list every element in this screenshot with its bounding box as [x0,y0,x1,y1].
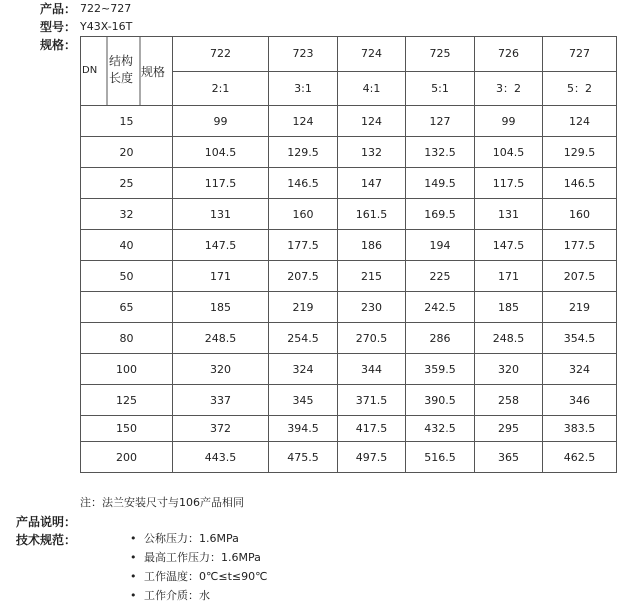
length-value-cell: 354.5 [543,323,617,354]
length-value-cell: 219 [543,292,617,323]
model-header-cell: 723 [269,37,338,72]
model-header-cell: 725 [406,37,475,72]
length-value-cell: 124 [269,106,338,137]
length-value-cell: 129.5 [543,137,617,168]
tech-spec-list [130,529,267,605]
length-value-cell: 359.5 [406,354,475,385]
length-value-cell: 432.5 [406,416,475,442]
dn-cell: 100 [81,354,173,385]
length-value-cell: 160 [543,199,617,230]
dn-cell: 40 [81,230,173,261]
length-value-cell: 149.5 [406,168,475,199]
product-value: 722~727 [80,2,132,15]
length-value-cell: 132.5 [406,137,475,168]
spec-label: 规格： [39,38,76,52]
model-header-cell: 726 [475,37,543,72]
table-row [81,354,617,385]
length-value-cell: 258 [475,385,543,416]
length-value-cell: 129.5 [269,137,338,168]
length-value-cell: 390.5 [406,385,475,416]
length-value-cell: 383.5 [543,416,617,442]
length-value-cell: 160 [269,199,338,230]
length-value-cell: 185 [475,292,543,323]
length-value-cell: 161.5 [338,199,406,230]
length-value-cell: 295 [475,416,543,442]
length-value-cell: 324 [543,354,617,385]
table-row [81,261,617,292]
length-value-cell: 117.5 [475,168,543,199]
table-row [81,292,617,323]
length-value-cell: 186 [338,230,406,261]
length-value-cell: 185 [173,292,269,323]
length-value-cell: 345 [269,385,338,416]
table-row [81,323,617,354]
length-value-cell: 147.5 [173,230,269,261]
tech-spec-item: • 最高工作压力：1.6MPa [130,548,267,567]
length-value-cell: 242.5 [406,292,475,323]
ratio-header-cell: 4:1 [338,71,406,106]
length-value-cell: 127 [406,106,475,137]
length-value-cell: 344 [338,354,406,385]
length-value-cell: 225 [406,261,475,292]
table-row [81,442,617,473]
length-value-cell: 372 [173,416,269,442]
table-note: 注：法兰安装尺寸与106产品相同 [80,496,244,509]
length-value-cell: 177.5 [543,230,617,261]
length-value-cell: 207.5 [543,261,617,292]
length-value-cell: 219 [269,292,338,323]
length-value-cell: 462.5 [543,442,617,473]
dn-cell: 50 [81,261,173,292]
length-value-cell: 248.5 [475,323,543,354]
tech-spec-item: • 工作介质：水 [130,586,267,605]
length-value-cell: 131 [475,199,543,230]
length-value-cell: 320 [173,354,269,385]
dn-cell: 32 [81,199,173,230]
ratio-header-cell: 3：2 [475,71,543,106]
length-value-cell: 131 [173,199,269,230]
spec-table [80,36,617,473]
ratio-header-cell: 3:1 [269,71,338,106]
table-row [81,137,617,168]
length-value-cell: 146.5 [269,168,338,199]
length-value-cell: 177.5 [269,230,338,261]
model-label: 型号： [39,20,76,34]
model-value: Y43X-16T [80,20,133,33]
length-value-cell: 99 [475,106,543,137]
model-header-row [81,37,617,72]
length-value-cell: 320 [475,354,543,385]
dn-cell: 65 [81,292,173,323]
length-value-cell: 124 [338,106,406,137]
tech-spec-label: 技术规范： [15,533,76,547]
ratio-header-cell: 5:1 [406,71,475,106]
model-header-cell: 727 [543,37,617,72]
dn-cell: 20 [81,137,173,168]
table-row [81,385,617,416]
length-value-cell: 147 [338,168,406,199]
table-corner-cell [81,37,173,106]
ratio-header-cell: 2:1 [173,71,269,106]
length-value-cell: 443.5 [173,442,269,473]
length-value-cell: 124 [543,106,617,137]
model-header-cell: 722 [173,37,269,72]
table-row [81,416,617,442]
corner-length-label [109,53,137,87]
dn-cell: 200 [81,442,173,473]
dn-cell: 125 [81,385,173,416]
length-value-cell: 147.5 [475,230,543,261]
length-value-cell: 215 [338,261,406,292]
length-value-cell: 99 [173,106,269,137]
length-value-cell: 230 [338,292,406,323]
length-value-cell: 117.5 [173,168,269,199]
length-value-cell: 207.5 [269,261,338,292]
length-value-cell: 132 [338,137,406,168]
product-label: 产品： [39,2,76,16]
length-value-cell: 248.5 [173,323,269,354]
dn-cell: 25 [81,168,173,199]
table-row [81,230,617,261]
length-value-cell: 324 [269,354,338,385]
length-value-cell: 497.5 [338,442,406,473]
length-value-cell: 286 [406,323,475,354]
length-value-cell: 475.5 [269,442,338,473]
corner-dn-label: DN [82,65,98,76]
length-value-cell: 104.5 [475,137,543,168]
table-row [81,199,617,230]
corner-length-text: 结构长度 [109,54,134,85]
length-value-cell: 171 [475,261,543,292]
dn-cell: 150 [81,416,173,442]
length-value-cell: 194 [406,230,475,261]
dn-cell: 80 [81,323,173,354]
length-value-cell: 254.5 [269,323,338,354]
length-value-cell: 171 [173,261,269,292]
corner-spec-label: 规格 [141,65,166,79]
table-row [81,106,617,137]
model-header-cell: 724 [338,37,406,72]
length-value-cell: 104.5 [173,137,269,168]
length-value-cell: 146.5 [543,168,617,199]
ratio-header-cell: 5：2 [543,71,617,106]
dn-cell: 15 [81,106,173,137]
tech-spec-item: • 公称压力：1.6MPa [130,529,267,548]
length-value-cell: 394.5 [269,416,338,442]
length-value-cell: 346 [543,385,617,416]
length-value-cell: 169.5 [406,199,475,230]
length-value-cell: 365 [475,442,543,473]
length-value-cell: 270.5 [338,323,406,354]
table-row [81,168,617,199]
tech-spec-item: • 工作温度：0℃≤t≤90℃ [130,567,267,586]
length-value-cell: 337 [173,385,269,416]
length-value-cell: 516.5 [406,442,475,473]
length-value-cell: 371.5 [338,385,406,416]
length-value-cell: 417.5 [338,416,406,442]
description-label: 产品说明： [15,515,76,529]
